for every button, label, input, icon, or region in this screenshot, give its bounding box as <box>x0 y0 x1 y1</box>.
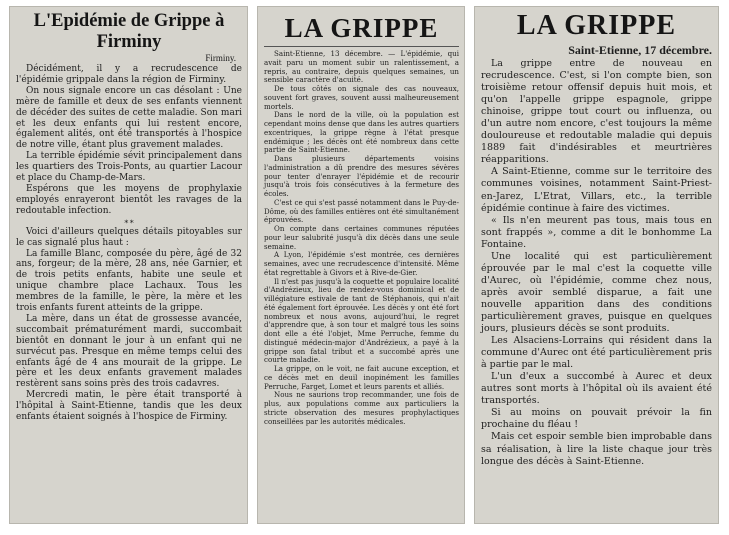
paragraph: A Saint-Etienne, comme sur le territoire des communes voisines, notamment Saint-Priest-en-Jarez, L'Etrat, Villars, etc., la terrible épidémie continue à faire des victimes. <box>481 166 712 214</box>
paragraph: Dans plusieurs départements voisins l'administration a dû prendre des mesures sévères pour tenter d'enrayer l'épidémie et de recourir jusqu'à trois fois consécutives à la fermeture des écoles. <box>264 154 459 198</box>
paragraph: Mercredi matin, le père était transporté à l'hôpital à Saint-Etienne, tandis que les deux enfants étaient soignés à l'hospice de Firminy. <box>16 390 242 423</box>
paragraph: Mais cet espoir semble bien improbable dans sa réalisation, à lire la liste chaque jour très longue des décès à Saint-Etienne. <box>481 431 712 467</box>
paragraph: L'un d'eux a succombé à Aurec et deux autres sont morts à l'hôpital où ils avaient été transportés. <box>481 371 712 407</box>
paragraph: Si au moins on pouvait prévoir la fin prochaine du fléau ! <box>481 407 712 431</box>
paragraph: On compte dans certaines communes réputées pour leur salubrité jusqu'à dix décès dans une seule semaine. <box>264 224 459 251</box>
paragraph: La mère, dans un état de grossesse avancée, succombait prématurément mardi, succombait bientôt en donnant le jour à un enfant qui ne survécut pas. Presque en même temps celui des enfants âgé de 4 ans mourait de la grippe. Le père et les deux enfants gravement malades restèrent sans soins près des trois cadavres. <box>16 313 242 390</box>
headline: LA GRIPPE <box>264 13 459 47</box>
paragraph: Dans le nord de la ville, où la population est cependant moins dense que dans les autres quartiers excentriques, la grippe règne à l'état presque endémique ; les décès ont été nombreux dans cette partie de Saint-Etienne. <box>264 110 459 155</box>
paragraph: On nous signale encore un cas désolant : Une mère de famille et deux de ses enfants viennent de décéder des suites de cette maladie. Son mari et les deux enfants qui lui restent encore, également alités, ont été transportés à l'hospice de notre ville, étant plus gravement malades. <box>16 85 242 151</box>
section-separator: ∗∗ <box>123 216 135 226</box>
paragraph: Il n'est pas jusqu'à la coquette et populaire localité d'Andrézieux, lieu de rendez-vous dominical et de villégiature estivale de tant de Stéphanois, qui n'ait été également fort éprouvée. Les décès y ont été fort nombreux et nous avons, aujourd'hui, le regret d'apprendre que, à son tour et malgré tous les soins dont elle a été l'objet, Mme Perruche, femme du distingué médecin-major d'Andrézieux, a payé à la grippe son fatal tribut et a succombé après une courte maladie. <box>264 276 459 365</box>
headline: LA GRIPPE <box>516 10 677 41</box>
dateline: Firminy. <box>205 53 236 63</box>
paragraph: A Lyon, l'épidémie s'est montrée, ces dernières semaines, avec une recrudescence d'intensité. Même état regrettable à Givors et à Rive-de-Gier. <box>264 250 459 277</box>
paragraph: C'est ce qui s'est passé notamment dans le Puy-de-Dôme, où des familles entières ont été simultanément éprouvées. <box>264 197 459 225</box>
paragraph: Décidément, il y a recrudescence de l'épidémie grippale dans la région de Firminy. <box>16 64 242 85</box>
paragraph: La terrible épidémie sévit principalement dans les quartiers des Trois-Ponts, au quartier Lacour et place du Champ-de-Mars. <box>16 151 242 184</box>
paragraph: Nous ne saurions trop recommander, une fois de plus, aux populations comme aux particuliers la stricte observation des mesures prophylactiques conseillées par les autorités médicales. <box>264 390 459 426</box>
clipping-grippe-17-decembre <box>474 6 719 524</box>
clipping-grippe-13-decembre <box>257 6 465 524</box>
paragraph: Saint-Etienne, 13 décembre. — L'épidémie, qui avait paru un moment subir un ralentissement, a repris, au contraire, depuis quelques semaines, un sensible caractère d'acuité. <box>264 49 459 85</box>
dateline: Saint-Etienne, 17 décembre. <box>568 43 712 57</box>
paragraph: La grippe entre de nouveau en recrudescence. C'est, si l'on compte bien, son troisième retour offensif depuis huit mois, et qu'on l'appelle grippe espagnole, grippe chinoise, grippe tout court ou influenza, ou d'un autre nom encore, c'est toujours la même douloureuse et redoutable maladie qui depuis 1889 fait d'indésirables et meurtrières réapparitions. <box>481 58 712 166</box>
paragraph: Une localité qui est particulièrement éprouvée par le mal c'est la coquette ville d'Aurec, où l'épidémie, comme chez nous, après avoir semblé disparue, a fait une nouvelle apparition dans des conditions particulièrement graves, puisque en quelques jours, plusieurs décès se sont produits. <box>481 250 712 335</box>
paragraph: La grippe, on le voit, ne fait aucune exception, et ce décès met en deuil inopinément les familles Perruche, Farget, Lomet et leurs parents et alliés. <box>264 364 459 391</box>
paragraph: De tous côtés on signale des cas nouveaux, souvent fort graves, souvent aussi malheureusement mortels. <box>264 84 459 111</box>
paragraph: La famille Blanc, composée du père, âgé de 32 ans, forgeur; de la mère, 28 ans, née Garnier, et de trois petits enfants, habite une seule et unique chambre place Lachaux. Tous les membres de la famille, le père, la mère et les trois enfants furent atteints de la grippe. <box>16 248 242 314</box>
paragraph: Voici d'ailleurs quelques détails pitoyables sur le cas signalé plus haut : <box>16 226 242 248</box>
paragraph: Espérons que les moyens de prophylaxie employés enrayeront bientôt les ravages de la redoutable infection. <box>16 183 242 216</box>
headline: L'Epidémie de Grippe à Firminy <box>33 11 225 52</box>
clipping-firminy <box>9 6 248 524</box>
paragraph: Les Alsaciens-Lorrains qui résident dans la commune d'Aurec ont été particulièrement pris à partie par le mal. <box>481 335 712 371</box>
paragraph: « Ils n'en meurent pas tous, mais tous en sont frappés », comme a dit le bonhomme La Fontaine. <box>481 214 712 250</box>
